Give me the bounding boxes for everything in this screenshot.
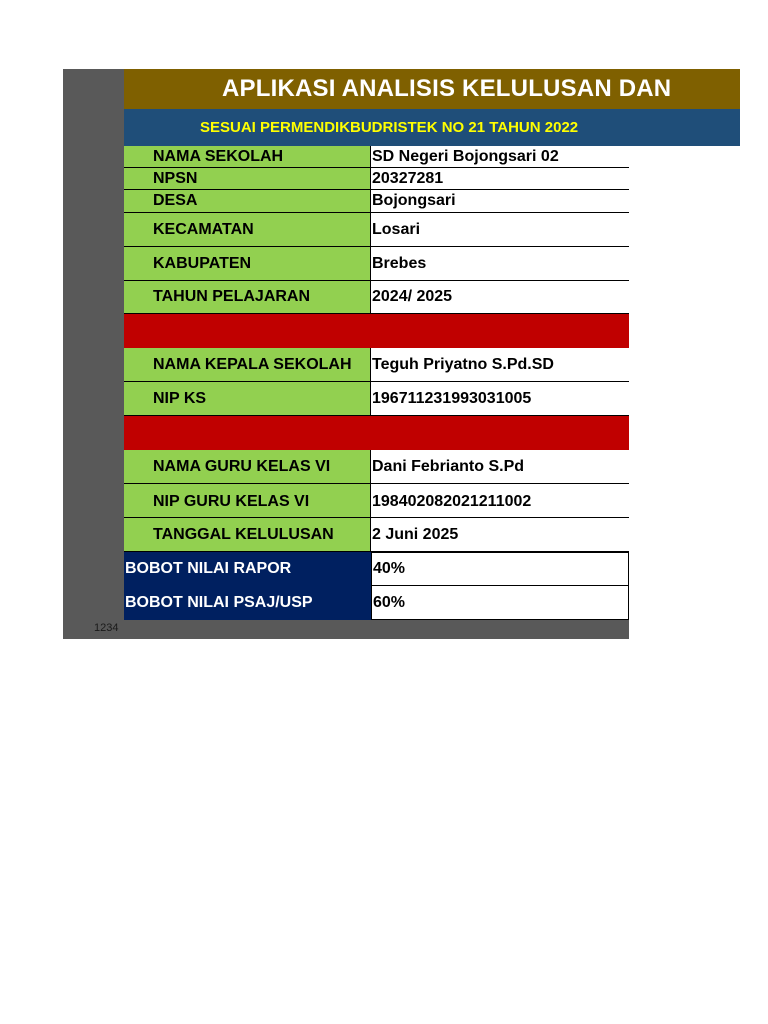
label-tanggal-kelulusan[interactable]: TANGGAL KELULUSAN (124, 518, 371, 552)
value-npsn[interactable]: 20327281 (371, 168, 629, 190)
value-nama-kepala-sekolah[interactable]: Teguh Priyatno S.Pd.SD (371, 348, 629, 382)
section-separator (124, 314, 629, 348)
value-nama-sekolah[interactable]: SD Negeri Bojongsari 02 (371, 146, 629, 168)
label-nama-kepala-sekolah[interactable]: NAMA KEPALA SEKOLAH (124, 348, 371, 382)
value-tanggal-kelulusan[interactable]: 2 Juni 2025 (371, 518, 629, 552)
label-npsn[interactable]: NPSN (124, 168, 371, 190)
value-bobot-rapor[interactable]: 40% (371, 552, 629, 586)
label-nip-ks[interactable]: NIP KS (124, 382, 371, 416)
label-bobot-rapor[interactable]: BOBOT NILAI RAPOR (124, 552, 371, 586)
bottom-frame (63, 619, 629, 639)
row-nip-guru (124, 484, 629, 518)
row-desa (124, 190, 629, 213)
value-kabupaten[interactable]: Brebes (371, 247, 629, 281)
value-nip-guru[interactable]: 198402082021211002 (371, 484, 629, 518)
section-separator (124, 416, 629, 450)
value-bobot-psaj[interactable]: 60% (371, 586, 629, 620)
row-npsn (124, 168, 629, 190)
row-kabupaten (124, 247, 629, 281)
value-nama-guru[interactable]: Dani Febrianto S.Pd (371, 450, 629, 484)
row-number-label: 1234 (94, 622, 119, 634)
label-desa[interactable]: DESA (124, 190, 371, 213)
row-nip-ks (124, 382, 629, 416)
label-nip-guru[interactable]: NIP GURU KELAS VI (124, 484, 371, 518)
row-nama-kepala-sekolah (124, 348, 629, 382)
row-nama-guru (124, 450, 629, 484)
value-nip-ks[interactable]: 196711231993031005 (371, 382, 629, 416)
row-tahun-pelajaran (124, 281, 629, 314)
value-tahun-pelajaran[interactable]: 2024/ 2025 (371, 281, 629, 314)
row-tanggal-kelulusan (124, 518, 629, 552)
app-title: APLIKASI ANALISIS KELULUSAN DAN (222, 75, 672, 102)
label-nama-guru[interactable]: NAMA GURU KELAS VI (124, 450, 371, 484)
title-banner[interactable] (124, 69, 740, 109)
row-bobot-psaj (124, 586, 629, 620)
row-kecamatan (124, 213, 629, 247)
app-subtitle: SESUAI PERMENDIKBUDRISTEK NO 21 TAHUN 2022 (200, 119, 579, 136)
row-nama-sekolah (124, 146, 629, 168)
label-kecamatan[interactable]: KECAMATAN (124, 213, 371, 247)
value-kecamatan[interactable]: Losari (371, 213, 629, 247)
value-desa[interactable]: Bojongsari (371, 190, 629, 213)
label-tahun-pelajaran[interactable]: TAHUN PELAJARAN (124, 281, 371, 314)
label-nama-sekolah[interactable]: NAMA SEKOLAH (124, 146, 371, 168)
row-bobot-rapor (124, 552, 629, 586)
left-frame (63, 69, 124, 639)
label-bobot-psaj[interactable]: BOBOT NILAI PSAJ/USP (124, 586, 371, 620)
subtitle-banner[interactable] (124, 109, 740, 146)
label-kabupaten[interactable]: KABUPATEN (124, 247, 371, 281)
